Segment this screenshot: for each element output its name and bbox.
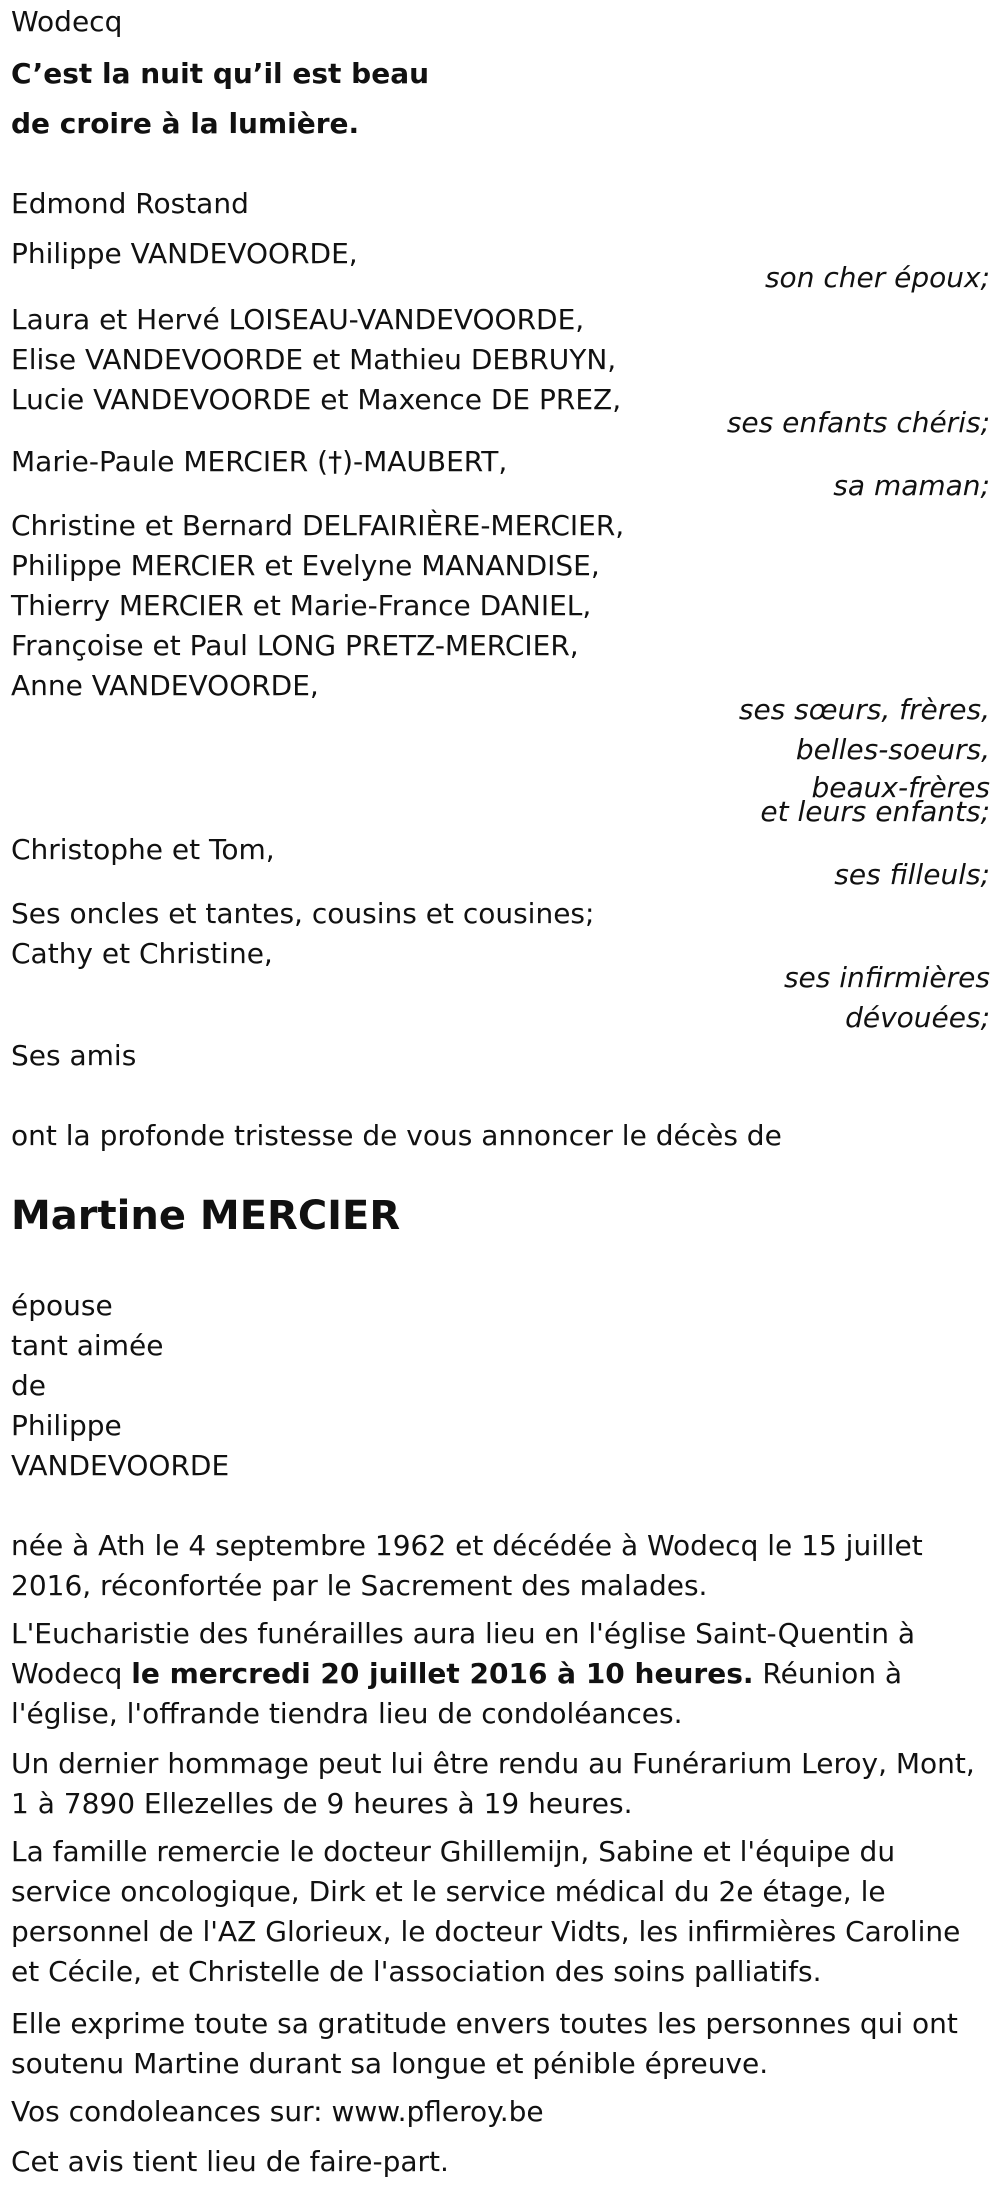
quote-author: Edmond Rostand	[11, 187, 249, 220]
spouse-line: VANDEVOORDE	[11, 1449, 230, 1482]
spouse-line: épouse	[11, 1289, 113, 1322]
thanks-paragraph: La famille remercie le docteur Ghillemijn, Sabine et l'équipe du service oncologique, Dirk et le service médical du 2e étage, le personnel de l'AZ Glorieux, le docteur Vidts, les infirmières Caroline et Cécile, et Christelle de l'association des soins palliatifs.	[11, 1835, 961, 1988]
announcement-line: ont la profonde tristesse de vous annoncer le décès de	[11, 1119, 782, 1152]
sibling-line: Christine et Bernard DELFAIRIÈRE-MERCIER,	[11, 509, 625, 542]
birth-death-paragraph: née à Ath le 4 septembre 1962 et décédée à Wodecq le 15 juillet 2016, réconfortée par le Sacrement des malades.	[11, 1529, 923, 1602]
deceased-name: Martine MERCIER	[11, 1193, 401, 1239]
mother-name: Marie-Paule MERCIER (†)-MAUBERT,	[11, 445, 508, 478]
sibling-line: Anne VANDEVOORDE,	[11, 669, 319, 702]
sibling-line: Thierry MERCIER et Marie-France DANIEL,	[11, 589, 592, 622]
spouse-line: tant aimée	[11, 1329, 164, 1362]
funeral-date: le mercredi 20 juillet 2016 à 10 heures.	[131, 1657, 754, 1690]
husband-name: Philippe VANDEVOORDE,	[11, 237, 358, 270]
spouse-line: Philippe	[11, 1409, 122, 1442]
sibling-line: Françoise et Paul LONG PRETZ-MERCIER,	[11, 629, 579, 662]
place-heading: Wodecq	[11, 5, 123, 38]
friends-line: Ses amis	[11, 1039, 137, 1072]
siblings-role-line: ses sœurs, frères,	[738, 693, 990, 726]
funeral-paragraph	[11, 1614, 996, 1734]
condolences-line: Vos condoleances sur: www.pfleroy.be	[11, 2095, 544, 2128]
siblings-role-line: beaux-frères	[811, 771, 990, 804]
nurses-names: Cathy et Christine,	[11, 937, 273, 970]
funeral-intro: L'Eucharistie des funérailles aura lieu en l'église Saint-Quentin à Wodecq	[11, 1617, 915, 1690]
child-line: Laura et Hervé LOISEAU-VANDEVOORDE,	[11, 303, 585, 336]
gratitude-paragraph: Elle exprime toute sa gratitude envers toutes les personnes qui ont soutenu Martine durant sa longue et pénible épreuve.	[11, 2007, 958, 2080]
husband-role: son cher époux;	[764, 261, 990, 294]
quote-line-2: de croire à la lumière.	[11, 107, 360, 140]
mother-role: sa maman;	[833, 469, 990, 502]
godchildren-names: Christophe et Tom,	[11, 833, 275, 866]
spouse-line: de	[11, 1369, 46, 1402]
funeral-rest: Réunion à l'église, l'offrande tiendra lieu de condoléances.	[11, 1657, 903, 1730]
sibling-line: Philippe MERCIER et Evelyne MANANDISE,	[11, 549, 600, 582]
child-line: Lucie VANDEVOORDE et Maxence DE PREZ,	[11, 383, 622, 416]
quote-line-1: C’est la nuit qu’il est beau	[11, 57, 430, 90]
child-line: Elise VANDEVOORDE et Mathieu DEBRUYN,	[11, 343, 617, 376]
siblings-role-line: et leurs enfants;	[760, 795, 990, 828]
relatives-line: Ses oncles et tantes, cousins et cousines;	[11, 897, 595, 930]
nurses-role-line: ses infirmières	[783, 961, 990, 994]
children-role: ses enfants chéris;	[726, 406, 990, 439]
nurses-role-line: dévouées;	[845, 1001, 990, 1034]
homage-paragraph: Un dernier hommage peut lui être rendu au Funérarium Leroy, Mont, 1 à 7890 Ellezelles de 9 heures à 19 heures.	[11, 1747, 975, 1820]
siblings-role-line: belles-soeurs,	[795, 733, 990, 766]
notice-line: Cet avis tient lieu de faire-part.	[11, 2145, 449, 2178]
godchildren-role: ses filleuls;	[834, 858, 990, 891]
